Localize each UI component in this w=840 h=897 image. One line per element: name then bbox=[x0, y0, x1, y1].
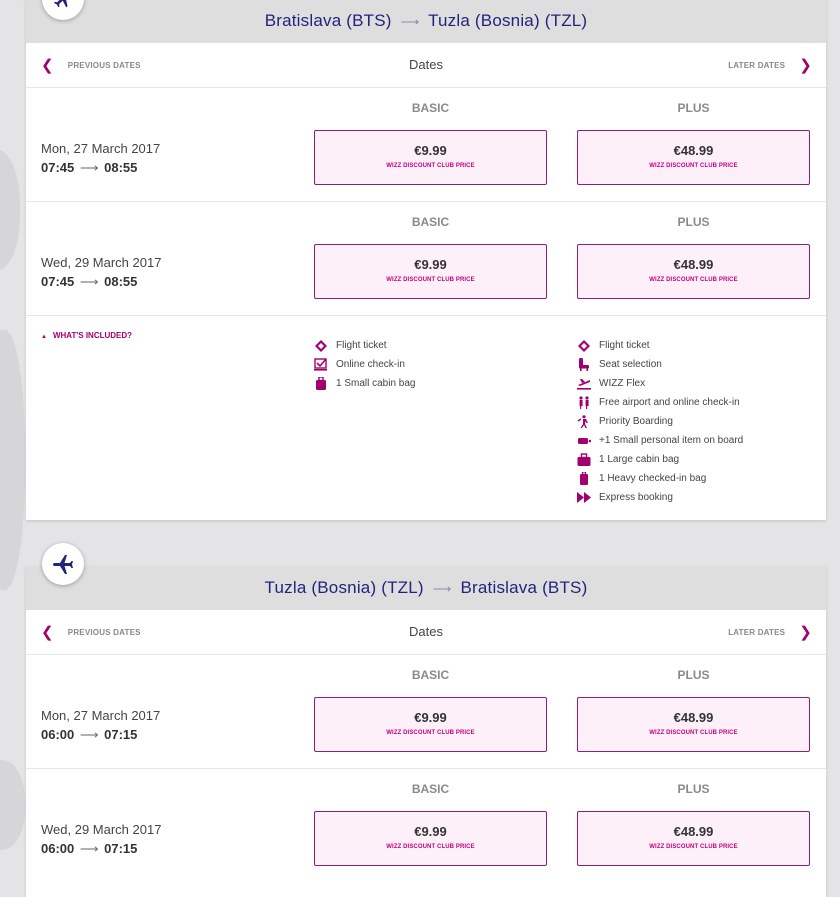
chevron-right-icon: ❯ bbox=[799, 624, 812, 641]
basic-fare-button[interactable] bbox=[314, 130, 547, 185]
plus-features-list bbox=[577, 336, 743, 507]
route-header bbox=[26, 0, 826, 43]
feature-item bbox=[577, 336, 743, 355]
later-dates-button[interactable] bbox=[728, 610, 812, 654]
feature-item bbox=[577, 393, 743, 412]
basic-fare-label: BASIC bbox=[411, 215, 450, 229]
ticket-icon bbox=[314, 339, 328, 352]
fare-price: €48.99 bbox=[673, 143, 714, 158]
feature-label: 1 Heavy checked-in bag bbox=[599, 473, 707, 484]
discount-club-note: WIZZ DISCOUNT CLUB PRICE bbox=[386, 844, 475, 850]
feature-item bbox=[314, 355, 416, 374]
feature-item bbox=[577, 469, 743, 488]
feature-item bbox=[577, 374, 743, 393]
fare-price: €9.99 bbox=[414, 143, 447, 158]
flight-date: Wed, 29 March 2017 bbox=[41, 822, 162, 837]
small-bag-icon bbox=[314, 377, 328, 390]
time-arrow-icon: ⟶ bbox=[79, 727, 99, 742]
flight-date: Mon, 27 March 2017 bbox=[41, 708, 161, 723]
feature-label: Priority Boarding bbox=[599, 416, 673, 427]
fare-price: €9.99 bbox=[414, 824, 447, 839]
arrival-time: 08:55 bbox=[104, 160, 138, 175]
discount-club-note: WIZZ DISCOUNT CLUB PRICE bbox=[649, 730, 738, 736]
discount-club-note: WIZZ DISCOUNT CLUB PRICE bbox=[386, 730, 475, 736]
feature-label: Flight ticket bbox=[336, 340, 387, 351]
plus-fare-button[interactable] bbox=[577, 697, 810, 752]
flight-row bbox=[26, 202, 826, 316]
return-flight-panel bbox=[26, 567, 826, 897]
fare-price: €48.99 bbox=[673, 257, 714, 272]
departure-time: 07:45 bbox=[41, 160, 75, 175]
map-background bbox=[0, 330, 25, 590]
flex-plane-icon bbox=[577, 377, 591, 390]
basic-fare-button[interactable] bbox=[314, 697, 547, 752]
date-navigation bbox=[26, 610, 826, 655]
flight-row bbox=[26, 88, 826, 202]
flight-date: Wed, 29 March 2017 bbox=[41, 255, 162, 270]
feature-item bbox=[577, 431, 743, 450]
express-icon bbox=[577, 491, 591, 504]
checked-bag-icon bbox=[577, 472, 591, 485]
feature-label: WIZZ Flex bbox=[599, 378, 646, 389]
later-dates-button[interactable] bbox=[728, 43, 812, 87]
discount-club-note: WIZZ DISCOUNT CLUB PRICE bbox=[386, 277, 475, 283]
route-destination: Tuzla (Bosnia) (TZL) bbox=[428, 11, 588, 30]
route-origin: Bratislava (BTS) bbox=[264, 11, 392, 30]
arrival-time: 07:15 bbox=[104, 841, 138, 856]
basic-fare-button[interactable] bbox=[314, 244, 547, 299]
outbound-flight-panel bbox=[26, 0, 826, 520]
flight-time bbox=[41, 841, 137, 857]
flight-time bbox=[41, 727, 137, 743]
ticket-icon bbox=[577, 339, 591, 352]
fare-price: €9.99 bbox=[414, 710, 447, 725]
feature-item bbox=[577, 488, 743, 507]
feature-item bbox=[577, 412, 743, 431]
arrival-time: 07:15 bbox=[104, 727, 138, 742]
feature-item bbox=[577, 355, 743, 374]
basic-features-list bbox=[314, 336, 416, 393]
feature-label: +1 Small personal item on board bbox=[599, 435, 744, 446]
route-arrow-icon: ⟶ bbox=[400, 14, 420, 29]
feature-label: 1 Large cabin bag bbox=[599, 454, 680, 465]
departure-time: 06:00 bbox=[41, 727, 75, 742]
time-arrow-icon: ⟶ bbox=[79, 274, 99, 289]
feature-item bbox=[314, 374, 416, 393]
dates-label: Dates bbox=[409, 624, 443, 639]
feature-label: Flight ticket bbox=[599, 340, 650, 351]
plane-icon bbox=[42, 543, 84, 585]
time-arrow-icon: ⟶ bbox=[79, 160, 99, 175]
feature-label: Express booking bbox=[599, 492, 673, 503]
feature-label: 1 Small cabin bag bbox=[336, 378, 416, 389]
checkin-icon bbox=[314, 358, 328, 371]
fare-price: €9.99 bbox=[414, 257, 447, 272]
dates-label: Dates bbox=[409, 57, 443, 72]
plus-fare-button[interactable] bbox=[577, 811, 810, 866]
later-dates-label: LATER DATES bbox=[728, 60, 786, 70]
basic-fare-label: BASIC bbox=[411, 668, 450, 682]
route-header bbox=[26, 567, 826, 610]
airport-checkin-icon bbox=[577, 396, 591, 409]
route-arrow-icon: ⟶ bbox=[432, 581, 452, 596]
chevron-left-icon: ❮ bbox=[41, 624, 54, 641]
discount-club-note: WIZZ DISCOUNT CLUB PRICE bbox=[649, 163, 738, 169]
plus-fare-label: PLUS bbox=[677, 215, 710, 229]
plus-fare-label: PLUS bbox=[677, 782, 710, 796]
discount-club-note: WIZZ DISCOUNT CLUB PRICE bbox=[649, 277, 738, 283]
plus-fare-button[interactable] bbox=[577, 130, 810, 185]
fare-price: €48.99 bbox=[673, 824, 714, 839]
plus-fare-button[interactable] bbox=[577, 244, 810, 299]
date-navigation bbox=[26, 43, 826, 88]
previous-dates-button[interactable] bbox=[41, 43, 141, 87]
feature-label: Free airport and online check-in bbox=[599, 397, 740, 408]
flight-date: Mon, 27 March 2017 bbox=[41, 141, 161, 156]
previous-dates-button[interactable] bbox=[41, 610, 141, 654]
priority-boarding-icon bbox=[577, 415, 591, 428]
feature-label: Seat selection bbox=[599, 359, 662, 370]
flight-row bbox=[26, 655, 826, 769]
route-origin: Tuzla (Bosnia) (TZL) bbox=[264, 578, 424, 597]
map-background bbox=[0, 150, 20, 270]
later-dates-label: LATER DATES bbox=[728, 627, 786, 637]
route-destination: Bratislava (BTS) bbox=[460, 578, 588, 597]
basic-fare-label: BASIC bbox=[411, 101, 450, 115]
basic-fare-button[interactable] bbox=[314, 811, 547, 866]
previous-dates-label: PREVIOUS DATES bbox=[67, 627, 141, 637]
caret-up-icon: ▲ bbox=[41, 334, 47, 340]
flight-time bbox=[41, 274, 137, 290]
whats-included-label: WHAT'S INCLUDED? bbox=[52, 331, 133, 340]
flight-row bbox=[26, 769, 826, 882]
whats-included-section bbox=[26, 316, 826, 519]
time-arrow-icon: ⟶ bbox=[79, 841, 99, 856]
feature-item bbox=[314, 336, 416, 355]
flight-time bbox=[41, 160, 137, 176]
basic-fare-label: BASIC bbox=[411, 782, 450, 796]
arrival-time: 08:55 bbox=[104, 274, 138, 289]
departure-time: 07:45 bbox=[41, 274, 75, 289]
whats-included-toggle[interactable] bbox=[41, 331, 132, 340]
fare-price: €48.99 bbox=[673, 710, 714, 725]
departure-time: 06:00 bbox=[41, 841, 75, 856]
large-bag-icon bbox=[577, 453, 591, 466]
feature-label: Online check-in bbox=[336, 359, 405, 370]
plus-fare-label: PLUS bbox=[677, 101, 710, 115]
chevron-left-icon: ❮ bbox=[41, 57, 54, 74]
plus-fare-label: PLUS bbox=[677, 668, 710, 682]
chevron-right-icon: ❯ bbox=[799, 57, 812, 74]
previous-dates-label: PREVIOUS DATES bbox=[67, 60, 141, 70]
personal-item-icon bbox=[577, 434, 591, 447]
discount-club-note: WIZZ DISCOUNT CLUB PRICE bbox=[649, 844, 738, 850]
discount-club-note: WIZZ DISCOUNT CLUB PRICE bbox=[386, 163, 475, 169]
seat-icon bbox=[577, 358, 591, 371]
feature-item bbox=[577, 450, 743, 469]
map-background bbox=[0, 760, 25, 850]
